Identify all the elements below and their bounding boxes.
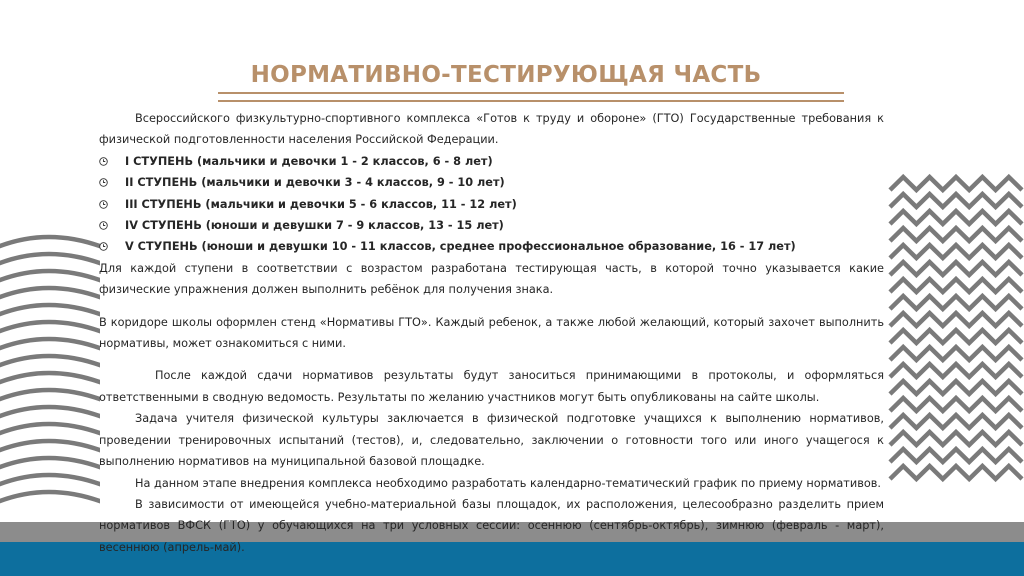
zigzag-stripe — [890, 262, 1022, 275]
wave-stripe — [0, 356, 100, 367]
stage-text: III СТУПЕНЬ (мальчики и девочки 5 - 6 классов, 11 - 12 лет) — [125, 197, 517, 211]
wave-stripe — [0, 424, 100, 435]
zigzag-stripe — [890, 177, 1022, 190]
wave-stripe — [0, 407, 100, 418]
zigzag-stripe — [890, 194, 1022, 207]
wave-stripe — [0, 373, 100, 384]
page-title: НОРМАТИВНО-ТЕСТИРУЮЩАЯ ЧАСТЬ — [250, 62, 762, 88]
zigzag-stripe — [890, 211, 1022, 224]
list-item — [99, 151, 884, 172]
paragraph: На данном этапе внедрения комплекса необходимо разработать календарно-тематический график по приему нормативов. — [135, 476, 882, 490]
zigzag-stripe — [890, 415, 1022, 428]
zigzag-stripe — [890, 466, 1022, 479]
zigzag-stripe — [890, 449, 1022, 462]
zigzag-stripe — [890, 245, 1022, 258]
list-item — [99, 172, 884, 193]
zigzag-stripe — [890, 228, 1022, 241]
zigzag-stripe — [890, 347, 1022, 360]
zigzag-stripe — [890, 381, 1022, 394]
clock-bullet-icon — [99, 221, 108, 230]
stages-list — [99, 151, 884, 258]
zigzag-stripe — [890, 313, 1022, 326]
paragraph: После каждой сдачи нормативов результаты будут заноситься принимающими в протоколы, и оформляться ответственными в сводную ведомость. Результаты по желанию участников могут быть опубликованы на сайте школы. — [99, 369, 884, 404]
zigzag-stripe — [890, 330, 1022, 343]
list-item — [99, 194, 884, 215]
zigzag-stripe — [890, 296, 1022, 309]
intro-paragraph: Всероссийского физкультурно-спортивного комплекса «Готов к труду и обороне» (ГТО) Государственные требования к физической подготовленности населения Российской Федерации. — [99, 112, 884, 147]
stage-text: V СТУПЕНЬ (юноши и девушки 10 - 11 классов, среднее профессиональное образование, 16 - 17 лет) — [125, 240, 796, 254]
zigzag-stripe — [890, 279, 1022, 292]
title-underline-bottom — [218, 100, 844, 102]
clock-bullet-icon — [99, 178, 108, 187]
wave-stripe — [0, 390, 100, 401]
stage-text: IV СТУПЕНЬ (юноши и девушки 7 - 9 классов, 13 - 15 лет) — [125, 219, 504, 233]
stage-text: I СТУПЕНЬ (мальчики и девочки 1 - 2 классов, 6 - 8 лет) — [125, 154, 493, 168]
clock-bullet-icon — [99, 200, 108, 209]
right-zigzag-decoration — [884, 0, 1024, 540]
clock-bullet-icon — [99, 157, 108, 166]
wave-stripe — [0, 305, 100, 316]
wave-stripe — [0, 288, 100, 299]
list-item — [99, 236, 884, 257]
wave-stripe — [0, 492, 100, 503]
paragraph: Для каждой ступени в соответствии с возрастом разработана тестирующая часть, в которой точно указывается какие физические упражнения должен выполнить ребёнок для получения знака. — [99, 261, 884, 297]
zigzag-stripe — [890, 432, 1022, 445]
wave-stripe — [0, 271, 100, 282]
list-item — [99, 215, 884, 236]
body-text — [99, 108, 884, 558]
stage-text: II СТУПЕНЬ (мальчики и девочки 3 - 4 классов, 9 - 10 лет) — [125, 176, 505, 190]
wave-stripe — [0, 475, 100, 486]
title-underline-top — [218, 92, 844, 94]
paragraph: Задача учителя физической культуры заключается в физической подготовке учащихся к выполнению нормативов, проведении тренировочных испытаний (тестов), и, следовательно, заключении о готовности того или иного учащегося к выполнению нормативов на муниципальной базовой площадке. — [99, 412, 884, 469]
clock-bullet-icon — [99, 242, 108, 251]
wave-stripe — [0, 322, 100, 333]
wave-stripe — [0, 237, 100, 248]
zigzag-stripe — [890, 364, 1022, 377]
zigzag-stripe — [890, 398, 1022, 411]
left-wave-decoration — [0, 0, 100, 540]
wave-stripe — [0, 254, 100, 265]
paragraph: В зависимости от имеющейся учебно-материальной базы площадок, их расположения, целесообразно разделить прием нормативов ВФСК (ГТО) у обучающихся на три условных сессии: осеннюю (сентябрь-октябрь), зимнюю (февраль - март), весеннюю (апрель-май). — [99, 497, 884, 554]
wave-stripe — [0, 441, 100, 452]
paragraph: В коридоре школы оформлен стенд «Нормативы ГТО». Каждый ребенок, а также любой желающий, который захочет выполнить нормативы, может ознакомиться с ними. — [99, 315, 884, 351]
wave-stripe — [0, 458, 100, 469]
wave-stripe — [0, 339, 100, 350]
